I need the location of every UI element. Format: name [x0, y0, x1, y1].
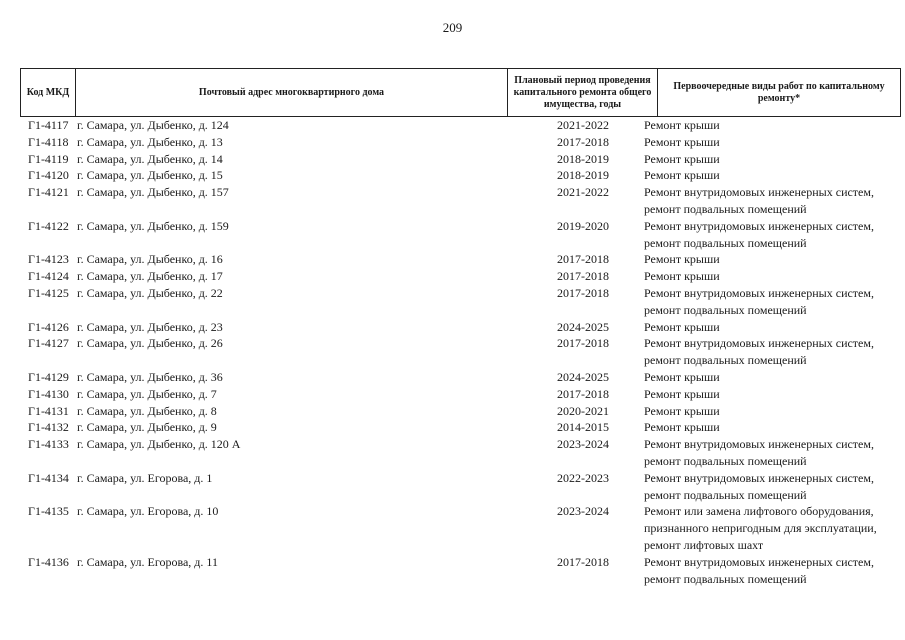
cell-code: Г1-4126 — [28, 319, 69, 334]
cell-address: г. Самара, ул. Дыбенко, д. 16 — [77, 252, 223, 267]
cell-code: Г1-4123 — [28, 252, 69, 267]
cell-works — [644, 117, 904, 134]
table-row — [20, 218, 901, 252]
cell-address: г. Самара, ул. Дыбенко, д. 17 — [77, 269, 223, 284]
cell-works — [644, 554, 904, 588]
cell-code: Г1-4119 — [28, 151, 69, 166]
works-line: Ремонт крыши — [644, 319, 720, 334]
cell-address: г. Самара, ул. Егорова, д. 10 — [77, 504, 219, 519]
cell-address: г. Самара, ул. Егорова, д. 11 — [77, 554, 218, 569]
works-line: Ремонт крыши — [644, 118, 720, 132]
cell-period: 2023-2024 — [557, 504, 609, 519]
works-line: ремонт лифтовых шахт — [644, 537, 764, 552]
cell-period: 2017-2018 — [557, 336, 609, 351]
cell-period: 2017-2018 — [557, 386, 609, 401]
cell-code: Г1-4135 — [28, 504, 69, 519]
works-line: Ремонт крыши — [644, 168, 720, 183]
cell-address: г. Самара, ул. Дыбенко, д. 157 — [77, 185, 229, 200]
table-row — [20, 167, 901, 184]
works-line: ремонт подвальных помещений — [644, 487, 807, 502]
cell-code: Г1-4129 — [28, 369, 69, 384]
cell-code: Г1-4133 — [28, 437, 69, 452]
header-address: Почтовый адрес многоквартирного дома — [76, 69, 508, 116]
cell-works — [644, 167, 904, 184]
works-line: Ремонт крыши — [644, 151, 720, 166]
works-line: Ремонт внутридомовых инженерных систем, — [644, 336, 874, 351]
cell-period: 2014-2015 — [557, 420, 609, 435]
works-line: Ремонт крыши — [644, 386, 720, 401]
cell-works — [644, 285, 904, 319]
header-period: Плановый период проведения капитального ремонта общего имущества, годы — [508, 69, 658, 116]
table-row — [20, 419, 901, 436]
cell-works — [644, 134, 904, 151]
works-line: Ремонт внутридомовых инженерных систем, — [644, 554, 874, 569]
header-code: Код МКД — [20, 69, 76, 116]
cell-period: 2020-2021 — [557, 403, 609, 418]
works-line: Ремонт внутридомовых инженерных систем, — [644, 185, 874, 200]
table-row — [20, 503, 901, 553]
page-number: 209 — [442, 20, 463, 35]
cell-address: г. Самара, ул. Егорова, д. 1 — [77, 470, 213, 485]
cell-address: г. Самара, ул. Дыбенко, д. 8 — [77, 403, 217, 418]
table-row — [20, 386, 901, 403]
table-row — [20, 319, 901, 336]
works-line: Ремонт крыши — [644, 369, 720, 384]
cell-code: Г1-4134 — [28, 470, 69, 485]
cell-period: 2018-2019 — [557, 151, 609, 166]
cell-code: Г1-4117 — [28, 118, 69, 132]
cell-period: 2024-2025 — [557, 369, 609, 384]
cell-period: 2017-2018 — [557, 269, 609, 284]
works-line: Ремонт внутридомовых инженерных систем, — [644, 285, 874, 300]
table-body — [20, 117, 901, 587]
table-row — [20, 184, 901, 218]
cell-period: 2017-2018 — [557, 285, 609, 300]
table-row — [20, 251, 901, 268]
cell-works — [644, 251, 904, 268]
cell-address: г. Самара, ул. Дыбенко, д. 23 — [77, 319, 223, 334]
cell-address: г. Самара, ул. Дыбенко, д. 124 — [77, 118, 229, 132]
cell-address: г. Самара, ул. Дыбенко, д. 36 — [77, 369, 223, 384]
table-row — [20, 369, 901, 386]
table-row — [20, 268, 901, 285]
cell-address: г. Самара, ул. Дыбенко, д. 22 — [77, 285, 223, 300]
cell-code: Г1-4121 — [28, 185, 69, 200]
works-line: Ремонт внутридомовых инженерных систем, — [644, 437, 874, 452]
cell-works — [644, 151, 904, 168]
cell-works — [644, 218, 904, 252]
works-line: ремонт подвальных помещений — [644, 235, 807, 250]
table-row — [20, 470, 901, 504]
works-line: ремонт подвальных помещений — [644, 302, 807, 317]
cell-code: Г1-4127 — [28, 336, 69, 351]
table-row — [20, 117, 901, 134]
cell-period: 2018-2019 — [557, 168, 609, 183]
cell-code: Г1-4118 — [28, 134, 69, 149]
cell-works — [644, 335, 904, 369]
works-line: Ремонт крыши — [644, 420, 720, 435]
works-line: Ремонт крыши — [644, 134, 720, 149]
cell-period: 2022-2023 — [557, 470, 609, 485]
cell-period: 2017-2018 — [557, 134, 609, 149]
works-line: ремонт подвальных помещений — [644, 571, 807, 586]
works-line: Ремонт внутридомовых инженерных систем, — [644, 470, 874, 485]
cell-address: г. Самара, ул. Дыбенко, д. 14 — [77, 151, 223, 166]
cell-period: 2019-2020 — [557, 218, 609, 233]
table-header — [20, 68, 901, 117]
table-row — [20, 403, 901, 420]
table-row — [20, 151, 901, 168]
cell-period: 2021-2022 — [557, 118, 609, 132]
works-line: Ремонт крыши — [644, 269, 720, 284]
table-row — [20, 134, 901, 151]
works-line: признанного непригодным для эксплуатации, — [644, 521, 877, 536]
cell-code: Г1-4124 — [28, 269, 69, 284]
table-row — [20, 335, 901, 369]
works-line: Ремонт или замена лифтового оборудования, — [644, 504, 874, 519]
header-works: Первоочередные виды работ по капитальному ремонту* — [658, 69, 901, 116]
cell-works — [644, 184, 904, 218]
works-line: ремонт подвальных помещений — [644, 353, 807, 368]
cell-address: г. Самара, ул. Дыбенко, д. 120 А — [77, 437, 241, 452]
works-line: Ремонт крыши — [644, 403, 720, 418]
cell-works — [644, 470, 904, 504]
cell-period: 2024-2025 — [557, 319, 609, 334]
cell-period: 2017-2018 — [557, 252, 609, 267]
table-row — [20, 554, 901, 588]
cell-works — [644, 369, 904, 386]
works-line: ремонт подвальных помещений — [644, 453, 807, 468]
cell-works — [644, 319, 904, 336]
cell-code: Г1-4131 — [28, 403, 69, 418]
cell-works — [644, 436, 904, 470]
cell-period: 2021-2022 — [557, 185, 609, 200]
cell-code: Г1-4122 — [28, 218, 69, 233]
cell-code: Г1-4132 — [28, 420, 69, 435]
cell-code: Г1-4130 — [28, 386, 69, 401]
cell-address: г. Самара, ул. Дыбенко, д. 13 — [77, 134, 223, 149]
cell-code: Г1-4120 — [28, 168, 69, 183]
cell-address: г. Самара, ул. Дыбенко, д. 7 — [77, 386, 217, 401]
cell-code: Г1-4125 — [28, 285, 69, 300]
works-line: Ремонт крыши — [644, 252, 720, 267]
cell-works — [644, 386, 904, 403]
cell-address: г. Самара, ул. Дыбенко, д. 159 — [77, 218, 229, 233]
table-row — [20, 285, 901, 319]
cell-works — [644, 268, 904, 285]
cell-address: г. Самара, ул. Дыбенко, д. 15 — [77, 168, 223, 183]
cell-period: 2017-2018 — [557, 554, 609, 569]
cell-address: г. Самара, ул. Дыбенко, д. 26 — [77, 336, 223, 351]
cell-works — [644, 403, 904, 420]
works-line: Ремонт внутридомовых инженерных систем, — [644, 218, 874, 233]
cell-works — [644, 503, 904, 553]
table-row — [20, 436, 901, 470]
cell-address: г. Самара, ул. Дыбенко, д. 9 — [77, 420, 217, 435]
cell-period: 2023-2024 — [557, 437, 609, 452]
cell-works — [644, 419, 904, 436]
cell-code: Г1-4136 — [28, 554, 69, 569]
works-line: ремонт подвальных помещений — [644, 201, 807, 216]
